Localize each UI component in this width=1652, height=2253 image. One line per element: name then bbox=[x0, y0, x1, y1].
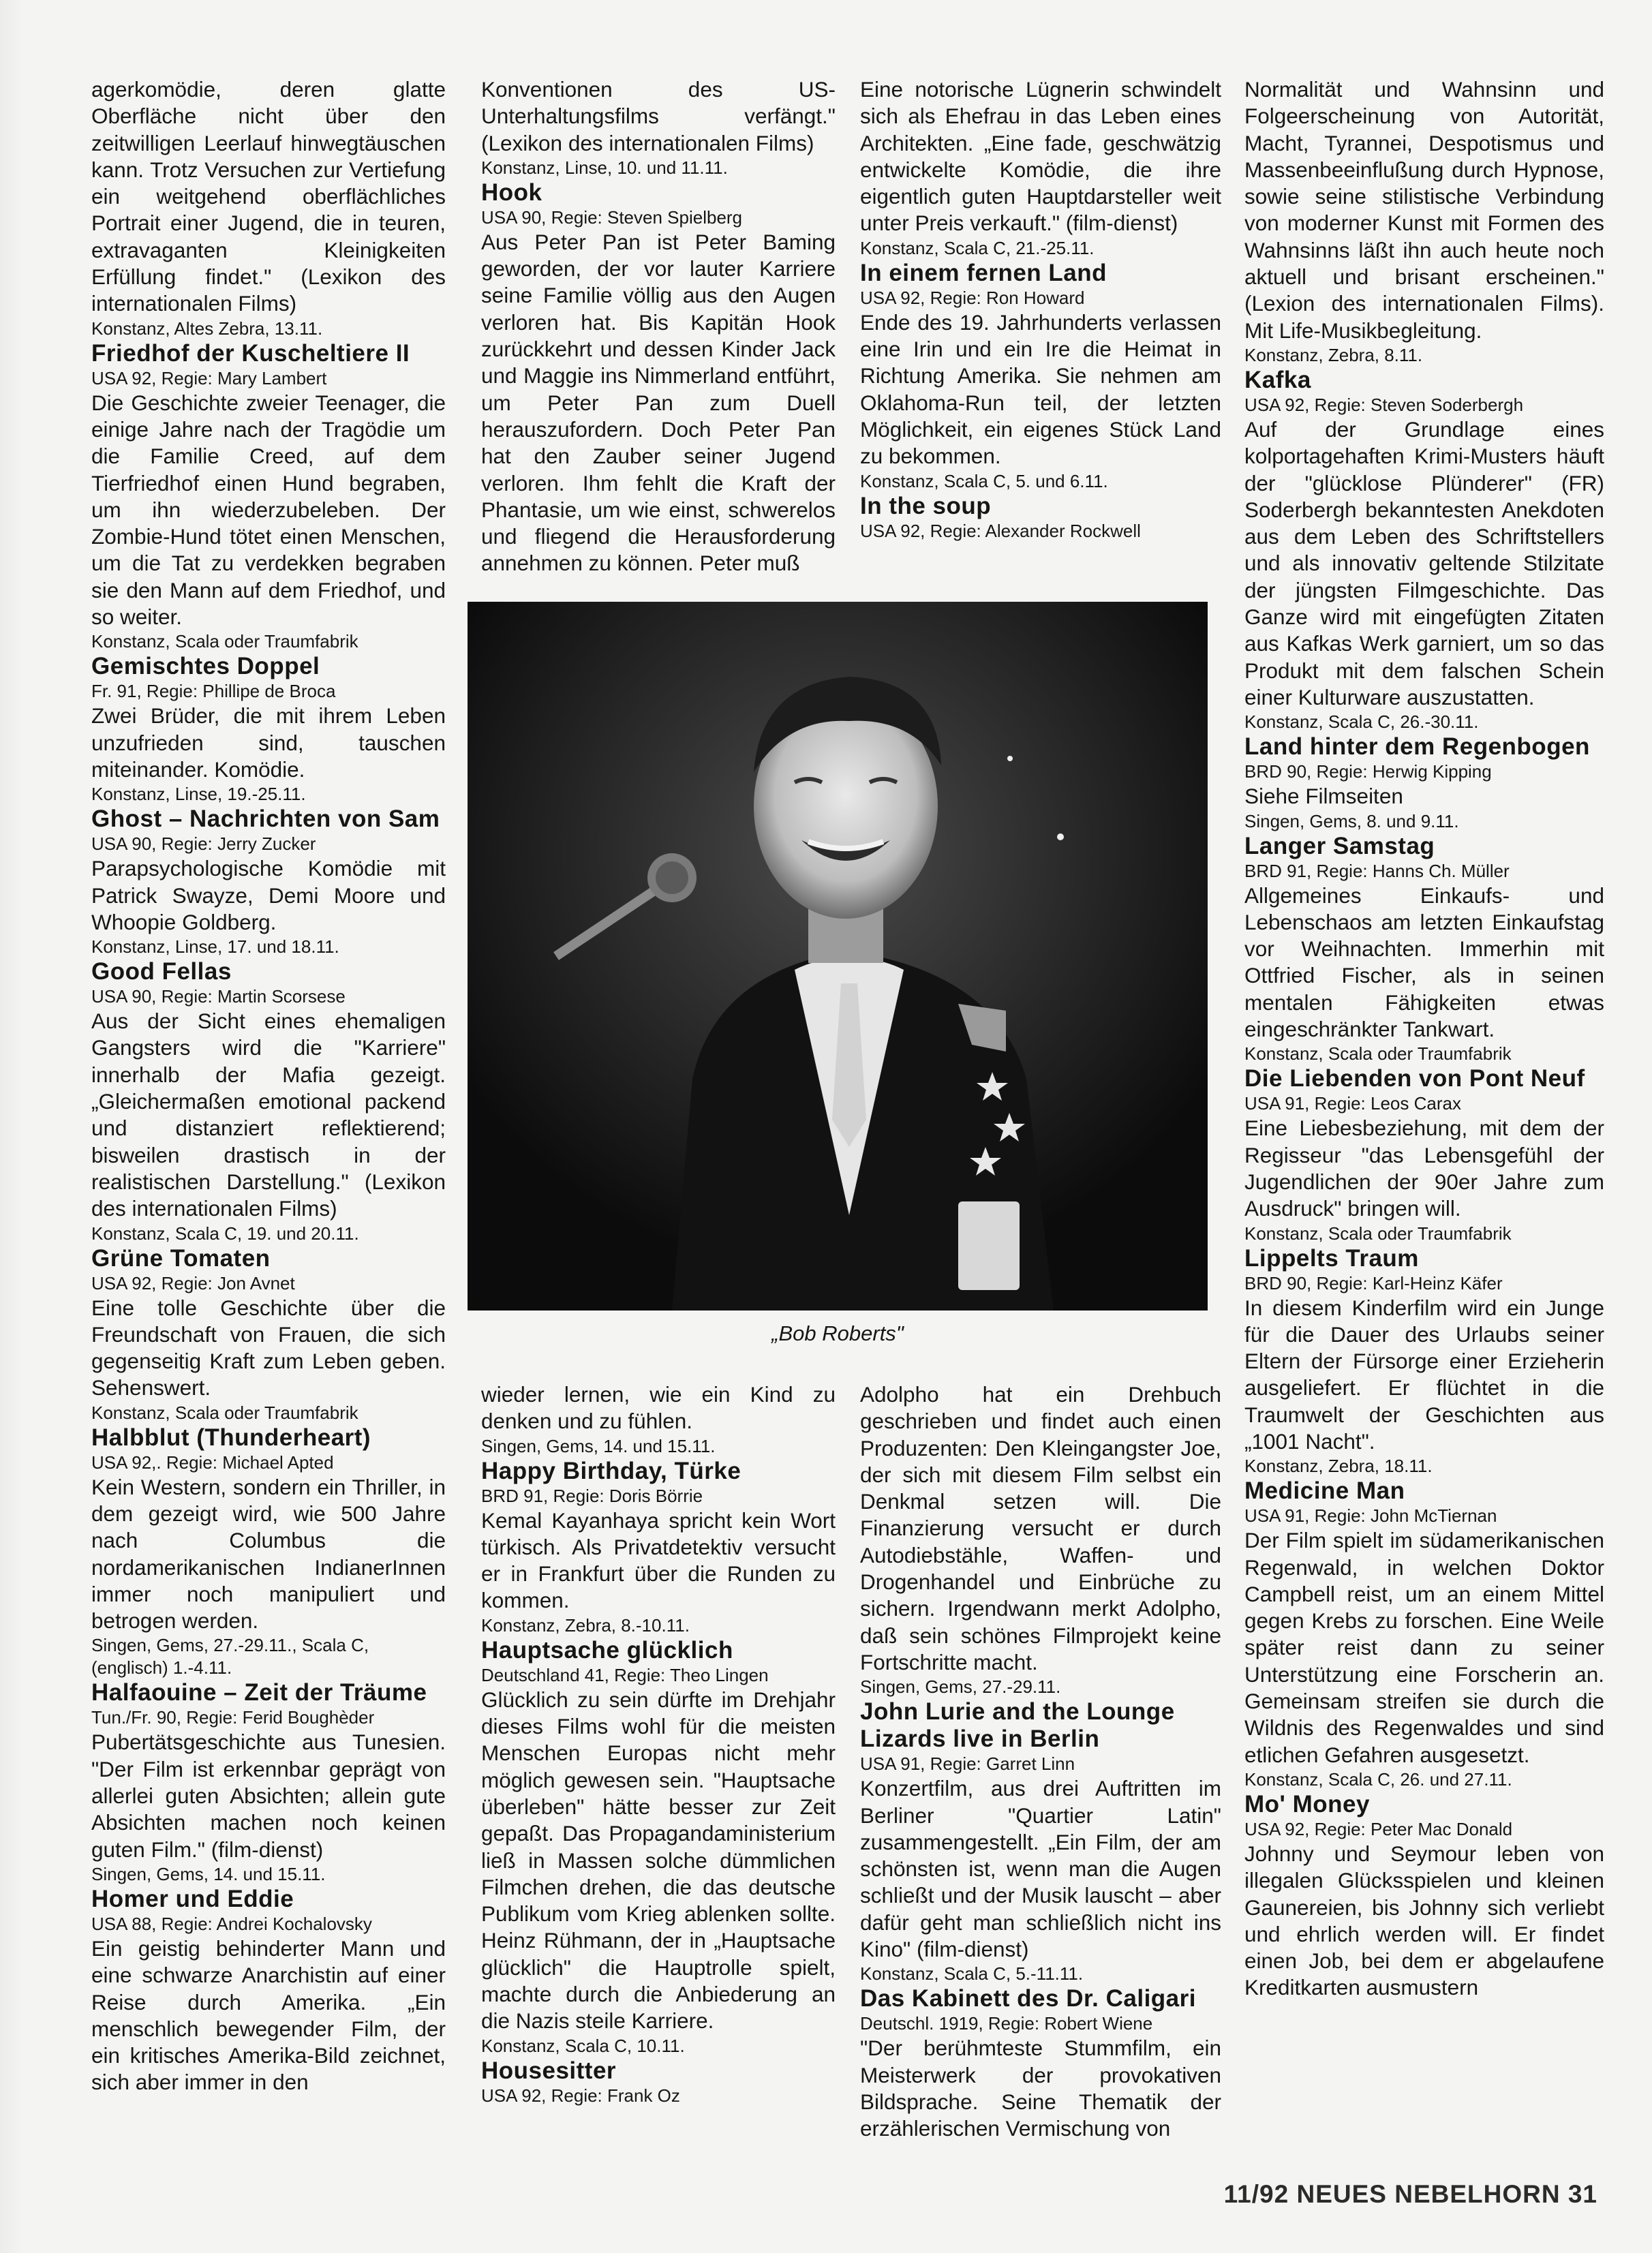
film-description: Eine tolle Geschichte über die Freundschaft von Frauen, die sich gegenseitig Kraft zum Leben geben. Sehenswert. bbox=[91, 1295, 446, 1400]
film-screening: Singen, Gems, 14. und 15.11. bbox=[91, 1863, 326, 1884]
film-description: Auf der Grundlage eines kolportagehaften Krimi-Musters häuft der "glücklose Plünderer" (FR) Soderbergh bekanntesten Anekdoten aus dem Leben des Schriftstellers und als innovativ geltende Stilzitate der jüngsten Filmgeschichte. Das Ganze wird mit eingefügten Zitaten aus Kafkas Werk garniert, um so das Produkt mit dem falschen Schein einer Kulturware auszustatten. bbox=[1244, 416, 1604, 709]
film-entry bbox=[1244, 1065, 1604, 1244]
column-4 bbox=[1244, 76, 1604, 2002]
film-description: Pubertätsgeschichte aus Tunesien. "Der Film ist erkennbar geprägt von allerlei guten Absichten; allein gute Absichten machen noch keinen guten Film." (film-dienst) bbox=[91, 1730, 446, 1862]
film-meta: BRD 90, Regie: Herwig Kipping bbox=[1244, 761, 1492, 782]
film-description: Adolpho hat ein Drehbuch geschrieben und findet auch einen Produzenten: Den Kleingangster Joe, der sich mit diesem Film selbst ein Denkmal setzen will. Die Finanzierung versucht er durch Autodiebstähle, Waffen- und Drogenhandel und Einbrüche zu sichern. Irgendwann merkt Adolpho, daß sein schönes Filmprojekt keine Fortschritte macht. bbox=[860, 1382, 1221, 1674]
film-entry bbox=[91, 1886, 446, 2096]
film-title: John Lurie and the Lounge Lizards live in Berlin bbox=[860, 1698, 1175, 1753]
film-description: Normalität und Wahnsinn und Folgeerscheinung von Autorität, Macht, Tyrannei, Despotismus und Massenbeeinflußung durch Hypnose, sowie seine stilistische Verbindung von moderner Kunst mit Formen des Wahnsinns läßt ihn auch heute noch aktuell und brisant erscheinen." (Lexion des internationalen Films). Mit Life-Musikbegleitung. bbox=[1244, 77, 1604, 343]
film-title: Hauptsache glücklich bbox=[481, 1636, 733, 1664]
film-entry bbox=[91, 1679, 446, 1885]
page-edge bbox=[0, 0, 23, 2253]
film-title: Grüne Tomaten bbox=[91, 1244, 271, 1272]
column-2 bbox=[481, 76, 836, 577]
film-description: Ein geistig behinderter Mann und eine schwarze Anarchistin auf einer Reise durch Amerika. „Ein menschlich bewegender Film, der ein kritisches Amerika-Bild zeichnet, sich aber immer in den bbox=[91, 1935, 446, 2095]
film-entry bbox=[481, 2057, 836, 2107]
film-screening: Konstanz, Scala oder Traumfabrik bbox=[1244, 1043, 1512, 1064]
film-entry bbox=[91, 806, 446, 958]
film-title: In the soup bbox=[860, 492, 992, 519]
column-2-lower bbox=[481, 1381, 836, 2107]
film-screening: Singen, Gems, 14. und 15.11. bbox=[481, 1435, 716, 1456]
film-description: Parapsychologische Komödie mit Patrick Swayze, Demi Moore und Whoopie Goldberg. bbox=[91, 856, 446, 934]
film-entry bbox=[1244, 1245, 1604, 1478]
film-entry bbox=[860, 1985, 1221, 2142]
bob-roberts-photo bbox=[468, 602, 1208, 1311]
film-description: Eine Liebesbeziehung, mit dem der Regisseur "das Lebensgefühl der Jugendlichen der 90er Jahre zum Ausdruck" bringen will. bbox=[1244, 1116, 1604, 1221]
film-screening: Konstanz, Scala C, 5. und 6.11. bbox=[860, 470, 1108, 491]
film-entry bbox=[91, 340, 446, 654]
film-entry bbox=[481, 179, 836, 577]
film-title: Happy Birthday, Türke bbox=[481, 1457, 741, 1484]
film-meta: USA 92, Regie: Alexander Rockwell bbox=[860, 520, 1141, 541]
page-footer: 11/92 NEUES NEBELHORN 31 bbox=[1223, 2180, 1597, 2208]
film-description: Die Geschichte zweier Teenager, die einige Jahre nach der Tragödie um die Familie Creed, auf dem Tierfriedhof einen Hund begraben, um ihn wiederzubeleben. Der Zombie-Hund tötet einen Menschen, um die Tat zu verdekken begraben sie den Mann auf dem Friedhof, und so weiter. bbox=[91, 390, 446, 630]
film-entry bbox=[1244, 833, 1604, 1066]
film-title: Land hinter dem Regenbogen bbox=[1244, 733, 1590, 761]
column-3 bbox=[860, 76, 1221, 542]
film-entry bbox=[1244, 733, 1604, 832]
film-title: In einem fernen Land bbox=[860, 259, 1107, 286]
film-entry bbox=[481, 76, 836, 179]
film-title: Housesitter bbox=[481, 2057, 617, 2084]
film-title: Langer Samstag bbox=[1244, 832, 1435, 859]
film-meta: USA 92, Regie: Jon Avnet bbox=[91, 1272, 295, 1293]
film-screening: Konstanz, Scala C, 21.-25.11. bbox=[860, 237, 1095, 258]
film-entry bbox=[481, 1381, 836, 1458]
film-meta: USA 92,. Regie: Michael Apted bbox=[91, 1452, 334, 1473]
film-meta: USA 91, Regie: John McTiernan bbox=[1244, 1505, 1497, 1527]
film-meta: Deutschland 41, Regie: Theo Lingen bbox=[481, 1664, 769, 1685]
film-title: Medicine Man bbox=[1244, 1477, 1405, 1505]
film-entry bbox=[1244, 367, 1604, 733]
film-description: wieder lernen, wie ein Kind zu denken und zu fühlen. bbox=[481, 1382, 836, 1434]
film-meta: USA 91, Regie: Garret Linn bbox=[860, 1753, 1075, 1775]
film-entry bbox=[860, 493, 1221, 542]
film-description: agerkomödie, deren glatte Oberfläche nicht über den zeitwilligen Leerlauf hinwegtäuschen kann. Trotz Versuchen zur Vertiefung ein weitgehend oberflächliches Portrait einer Jugend, die in teuren, extravaganten Kleinigkeiten Erfüllung findet." (Lexikon des internationalen Films) bbox=[91, 77, 446, 316]
film-screening: Singen, Gems, 8. und 9.11. bbox=[1244, 810, 1459, 831]
film-screening: Konstanz, Scala C, 26.-30.11. bbox=[1244, 711, 1479, 733]
film-title: Halbblut (Thunderheart) bbox=[91, 1424, 371, 1451]
film-entry bbox=[481, 1458, 836, 1637]
film-entry bbox=[860, 1381, 1221, 1698]
film-screening: Konstanz, Scala C, 19. und 20.11. bbox=[91, 1223, 359, 1244]
film-meta: BRD 91, Regie: Hanns Ch. Müller bbox=[1244, 860, 1510, 881]
film-description: "Der berühmteste Stummfilm, ein Meisterwerk der provokativen Bildsprache. Seine Thematik der erzählerischen Vermischung von bbox=[860, 2036, 1221, 2141]
film-screening: Konstanz, Scala oder Traumfabrik bbox=[91, 631, 358, 652]
film-title: Good Fellas bbox=[91, 958, 232, 985]
film-entry bbox=[860, 76, 1221, 260]
film-entry bbox=[91, 653, 446, 806]
film-screening: Konstanz, Linse, 19.-25.11. bbox=[91, 784, 306, 805]
film-description: Kein Western, sondern ein Thriller, in dem gezeigt wird, wie 500 Jahre nach Columbus die nordamerikanischen IndianerInnen immer noch manipuliert und betrogen werden. bbox=[91, 1474, 446, 1634]
film-title: Ghost – Nachrichten von Sam bbox=[91, 806, 440, 833]
film-description: Der Film spielt im südamerikanischen Regenwald, in welchen Doktor Campbell reist, um an einem Mittel gegen Krebs zu forschen. Eine Weile später reist dann zu seiner Unterstützung eine Forscherin an. Gemeinsam streifen sie durch die Wildnis des Regenwaldes und sind etlichen Gefahren ausgesetzt. bbox=[1244, 1528, 1604, 1767]
film-entry bbox=[1244, 1477, 1604, 1791]
film-description: Johnny und Seymour leben von illegalen Glücksspielen und kleinen Gaunereien, bis Johnny sich verliebt und ehrlich werden will. Er findet einen Job, bei dem er abgelaufene Kreditkarten ausmustern bbox=[1244, 1841, 1604, 2000]
film-screening: Konstanz, Linse, 17. und 18.11. bbox=[91, 936, 339, 957]
film-meta: USA 92, Regie: Steven Soderbergh bbox=[1244, 394, 1524, 415]
film-meta: USA 90, Regie: Steven Spielberg bbox=[481, 206, 743, 228]
film-description: Konventionen des US-Unterhaltungsfilms verfängt." (Lexikon des internationalen Films) bbox=[481, 77, 836, 155]
film-screening: Konstanz, Scala oder Traumfabrik bbox=[91, 1402, 358, 1423]
film-still bbox=[468, 602, 1208, 1347]
film-description: In diesem Kinderfilm wird ein Junge für die Dauer des Urlaubs seiner Eltern der Fürsorge einer Erzieherin ausgeliefert. Er flüchtet in die Traumwelt der Geschichten aus „1001 Nacht". bbox=[1244, 1295, 1604, 1454]
film-meta: USA 88, Regie: Andrei Kochalovsky bbox=[91, 1913, 372, 1934]
film-meta: Deutschl. 1919, Regie: Robert Wiene bbox=[860, 2013, 1153, 2034]
film-title: Mo' Money bbox=[1244, 1790, 1370, 1818]
film-title: Gemischtes Doppel bbox=[91, 653, 320, 680]
film-entry bbox=[1244, 76, 1604, 367]
film-entry bbox=[91, 958, 446, 1244]
film-title: Lippelts Traum bbox=[1244, 1244, 1419, 1272]
film-entry bbox=[1244, 1791, 1604, 2002]
film-meta: BRD 90, Regie: Karl-Heinz Käfer bbox=[1244, 1272, 1503, 1293]
film-entry bbox=[860, 1698, 1221, 1985]
film-description: Allgemeines Einkaufs- und Lebenschaos am letzten Einkaufstag vor Weihnachten. Immerhin mit Ottfried Fischer, als in seinen mentalen Fähigkeiten etwas eingeschränkter Tankwart. bbox=[1244, 883, 1604, 1042]
film-title: Kafka bbox=[1244, 366, 1311, 393]
film-title: Hook bbox=[481, 179, 542, 206]
film-meta: Fr. 91, Regie: Phillipe de Broca bbox=[91, 681, 336, 702]
film-description: Aus der Sicht eines ehemaligen Gangsters wird die "Karriere" innerhalb der Mafia gezeigt. „Gleichermaßen emotional packend und distanziert reflektierend; bisweilen drastisch in der realistischen Darstellung." (Lexikon des internationalen Films) bbox=[91, 1009, 446, 1221]
film-screening: Singen, Gems, 27.-29.11. bbox=[860, 1676, 1061, 1698]
film-screening: Singen, Gems, 27.-29.11., Scala C, (englisch) 1.-4.11. bbox=[91, 1635, 369, 1679]
film-description: Eine notorische Lügnerin schwindelt sich als Ehefrau in das Leben eines Architekten. „Eine fade, geschwätzig entwickelte Komödie, die ihre eigentlich guten Hauptdarsteller weit unter Preis verkauft." (film-dienst) bbox=[860, 77, 1221, 236]
film-description: Kemal Kayanhaya spricht kein Wort türkisch. Als Privatdetektiv versucht er in Frankfurt über die Runden zu kommen. bbox=[481, 1507, 836, 1613]
film-meta: USA 90, Regie: Martin Scorsese bbox=[91, 986, 346, 1007]
film-screening: Konstanz, Scala C, 26. und 27.11. bbox=[1244, 1768, 1512, 1790]
film-description: Ende des 19. Jahrhunderts verlassen eine Irin und ein Ire die Heimat in Richtung Amerika. Sie nehmen am Oklahoma-Run teil, der letzten Möglichkeit, ein eigenes Stück Land zu bekommen. bbox=[860, 309, 1221, 469]
film-title: Die Liebenden von Pont Neuf bbox=[1244, 1065, 1585, 1092]
film-meta: USA 92, Regie: Frank Oz bbox=[481, 2085, 680, 2106]
film-screening: Konstanz, Scala oder Traumfabrik bbox=[1244, 1223, 1512, 1244]
film-screening: Konstanz, Scala C, 5.-11.11. bbox=[860, 1963, 1084, 1984]
film-entry bbox=[481, 1637, 836, 2057]
film-screening: Konstanz, Scala C, 10.11. bbox=[481, 2035, 685, 2056]
film-title: Homer und Eddie bbox=[91, 1885, 294, 1912]
film-meta: USA 91, Regie: Leos Carax bbox=[1244, 1093, 1461, 1114]
film-meta: USA 92, Regie: Ron Howard bbox=[860, 287, 1085, 308]
film-meta: USA 92, Regie: Mary Lambert bbox=[91, 367, 327, 388]
film-screening: Konstanz, Linse, 10. und 11.11. bbox=[481, 157, 728, 178]
film-entry bbox=[91, 1424, 446, 1680]
film-entry bbox=[91, 76, 446, 340]
film-title: Halfaouine – Zeit der Träume bbox=[91, 1679, 427, 1706]
film-description: Glücklich zu sein dürfte im Drehjahr dieses Films wohl für die meisten Menschen Europas nicht mehr möglich gewesen sein. "Hauptsache überleben" hätte besser zur Zeit gepaßt. Das Propagandaministerium ließ in Massen solche dümmlichen Filmchen drehen, die das deutsche Publikum vom Krieg ablenken sollte. Heinz Rühmann, der in „Hauptsache glücklich" die Hauptrolle spielt, machte durch die Anbiederung an die Nazis steile Karriere. bbox=[481, 1687, 836, 2034]
film-screening: Konstanz, Zebra, 8.-10.11. bbox=[481, 1614, 690, 1636]
film-screening: Konstanz, Zebra, 18.11. bbox=[1244, 1456, 1433, 1477]
film-meta: BRD 91, Regie: Doris Börrie bbox=[481, 1485, 703, 1506]
film-meta: USA 92, Regie: Peter Mac Donald bbox=[1244, 1818, 1513, 1839]
film-title: Das Kabinett des Dr. Caligari bbox=[860, 1985, 1196, 2012]
film-meta: USA 90, Regie: Jerry Zucker bbox=[91, 833, 316, 855]
photo-illustration bbox=[468, 602, 1208, 1311]
film-screening: Konstanz, Altes Zebra, 13.11. bbox=[91, 318, 323, 339]
film-description: Zwei Brüder, die mit ihrem Leben unzufrieden sind, tauschen miteinander. Komödie. bbox=[91, 703, 446, 782]
film-title: Friedhof der Kuscheltiere II bbox=[91, 339, 410, 367]
film-entry bbox=[860, 260, 1221, 493]
film-description: Aus Peter Pan ist Peter Baming geworden, der vor lauter Karriere seine Familie völlig aus den Augen verloren hat. Bis Kapitän Hook zurückkehrt und dessen Kinder Jack und Maggie ins Nimmerland entführt, um Peter Pan zum Duell herauszufordern. Doch Peter Pan hat den Zauber seiner Jugend verloren. Ihm fehlt die Kraft der Phantasie, um wie einst, schwerelos und fliegend die Herausforderung annehmen zu können. Peter muß bbox=[481, 229, 836, 576]
film-description: Konzertfilm, aus drei Auftritten im Berliner "Quartier Latin" zusammengestellt. „Ein Film, der am schönsten ist, wenn man die Augen schließt und der Musik lauscht – aber dafür geht man schließlich nicht ins Kino" (film-dienst) bbox=[860, 1776, 1221, 1962]
film-description: Siehe Filmseiten bbox=[1244, 784, 1403, 809]
film-screening: Konstanz, Zebra, 8.11. bbox=[1244, 344, 1423, 365]
column-3-lower bbox=[860, 1381, 1221, 2143]
column-1 bbox=[91, 76, 446, 2096]
film-entry bbox=[91, 1245, 446, 1424]
film-meta: Tun./Fr. 90, Regie: Ferid Boughèder bbox=[91, 1707, 375, 1728]
photo-caption: „Bob Roberts" bbox=[771, 1321, 904, 1345]
